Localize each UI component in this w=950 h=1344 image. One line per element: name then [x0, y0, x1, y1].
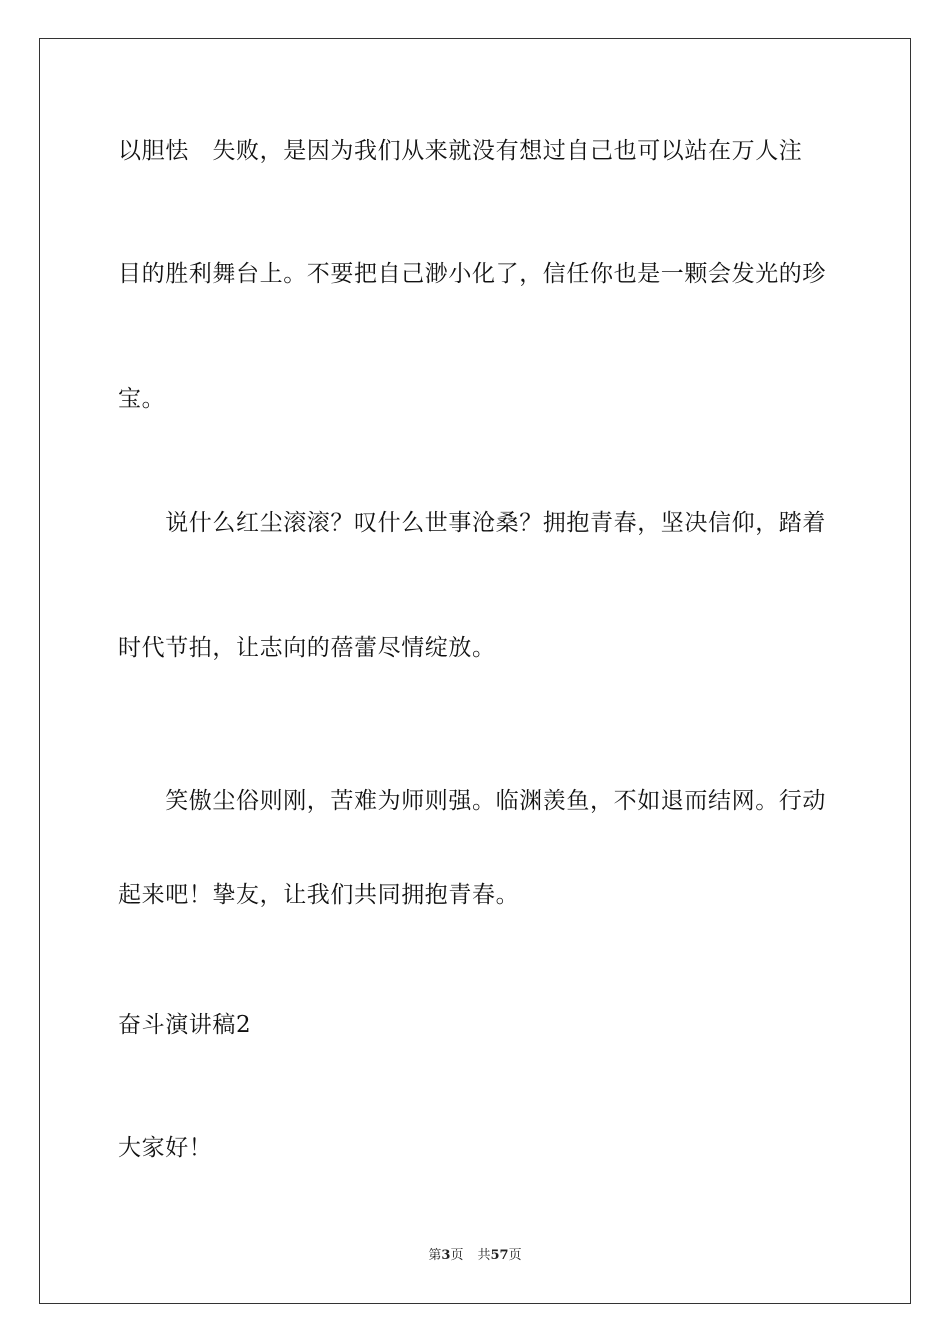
paragraph-line-6: 笑傲尘俗则刚，苦难为师则强。临渊羡鱼，不如退而结网。行动: [118, 788, 826, 814]
paragraph-line-3: 宝。: [118, 386, 166, 412]
paragraph-line-5: 时代节拍，让志向的蓓蕾尽情绽放。: [118, 635, 496, 661]
footer-total-suffix: 页: [508, 1248, 522, 1263]
paragraph-line-2: 目的胜利舞台上。不要把自己渺小化了，信任你也是一颗会发光的珍: [118, 261, 826, 287]
page-footer: [0, 1247, 950, 1265]
footer-total-prefix: 共: [477, 1248, 491, 1263]
footer-page-suffix: 页: [450, 1248, 464, 1263]
footer-total-pages: 57: [490, 1248, 509, 1263]
paragraph-line-4: 说什么红尘滚滚？叹什么世事沧桑？拥抱青春，坚决信仰，踏着: [118, 510, 826, 536]
section-heading: 奋斗演讲稿2: [118, 1012, 252, 1038]
greeting-line: 大家好！: [118, 1135, 213, 1161]
page-border: [39, 38, 911, 1304]
paragraph-line-7: 起来吧！挚友，让我们共同拥抱青春。: [118, 882, 520, 908]
footer-page-prefix: 第: [428, 1248, 442, 1263]
paragraph-line-1: 以胆怯 失败，是因为我们从来就没有想过自己也可以站在万人注: [118, 138, 803, 164]
footer-page-number: 3: [441, 1248, 451, 1263]
